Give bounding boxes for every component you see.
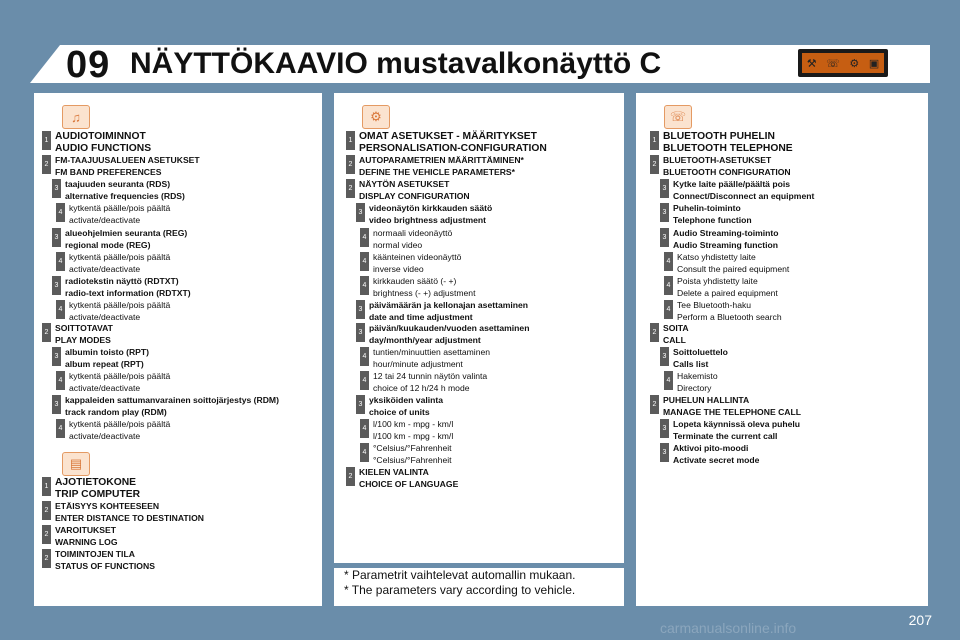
menu-text xyxy=(677,371,718,394)
menu-label-fi: käänteinen videonäyttö xyxy=(373,252,462,262)
menu-label-fi: Audio Streaming-toiminto xyxy=(673,228,779,238)
page-number: 207 xyxy=(908,612,932,628)
personal-menu-row xyxy=(346,467,458,490)
menu-label-fi: SOITA xyxy=(663,323,689,333)
menu-label-en: Connect/Disconnect an equipment xyxy=(673,190,815,201)
menu-text xyxy=(373,443,452,466)
bluetooth-menu-row xyxy=(650,323,689,346)
footnote xyxy=(334,568,624,606)
menu-label-fi: taajuuden seuranta (RDS) xyxy=(65,179,171,189)
bluetooth-menu-row xyxy=(664,300,782,323)
menu-text xyxy=(673,347,728,370)
menu-text xyxy=(373,228,452,251)
personal-menu-row xyxy=(346,155,524,178)
menu-label-en: BLUETOOTH TELEPHONE xyxy=(663,142,793,154)
audio-menu-row xyxy=(52,395,279,418)
menu-label-fi: TOIMINTOJEN TILA xyxy=(55,549,135,559)
menu-label-en: Activate secret mode xyxy=(673,454,760,465)
menu-text xyxy=(663,395,801,418)
menu-label-en: track random play (RDM) xyxy=(65,406,167,417)
menu-text xyxy=(677,276,778,299)
menu-label-fi: yksiköiden valinta xyxy=(369,395,444,405)
menu-text xyxy=(55,525,118,548)
menu-text xyxy=(69,300,170,323)
level-badge: 3 xyxy=(356,203,365,222)
level-badge: 1 xyxy=(42,477,51,496)
level-badge: 3 xyxy=(52,276,61,295)
personal-menu-row xyxy=(356,395,443,418)
menu-label-fi: Poista yhdistetty laite xyxy=(677,276,758,286)
audio-menu-row xyxy=(56,252,170,275)
audio-menu-row xyxy=(42,131,151,154)
level-badge: 3 xyxy=(660,419,669,438)
settings-panel-icon: ⚙ xyxy=(362,105,390,129)
menu-label-fi: BLUETOOTH-ASETUKSET xyxy=(663,155,772,165)
menu-label-en: PERSONALISATION-CONFIGURATION xyxy=(359,142,547,154)
watermark: carmanualsonline.info xyxy=(660,620,797,636)
bluetooth-menu-row xyxy=(664,252,789,275)
menu-label-fi: AUTOPARAMETRIEN MÄÄRITTÄMINEN* xyxy=(359,155,524,165)
card-icon: ▣ xyxy=(868,57,880,70)
personal-menu-row xyxy=(360,347,490,370)
menu-text xyxy=(663,131,793,154)
menu-label-fi: Aktivoi pito-moodi xyxy=(673,443,749,453)
menu-text xyxy=(673,228,779,251)
menu-label-en: WARNING LOG xyxy=(55,536,118,547)
audio-menu-row xyxy=(52,179,185,202)
personal-menu-row xyxy=(360,371,487,394)
level-badge: 1 xyxy=(42,131,51,150)
menu-text xyxy=(65,179,185,202)
level-badge: 3 xyxy=(52,347,61,366)
bluetooth-menu-row xyxy=(660,228,779,251)
menu-label-en: alternative frequencies (RDS) xyxy=(65,190,185,201)
menu-text xyxy=(55,477,140,500)
menu-label-fi: AUDIOTOIMINNOT xyxy=(55,131,146,142)
audio-menu-row xyxy=(52,276,191,299)
bluetooth-menu-row xyxy=(650,155,791,178)
level-badge: 3 xyxy=(660,228,669,247)
menu-label-en: Terminate the current call xyxy=(673,430,778,441)
menu-label-fi: AJOTIETOKONE xyxy=(55,477,137,488)
menu-label-fi: VAROITUKSET xyxy=(55,525,116,535)
level-badge: 4 xyxy=(360,443,369,462)
menu-label-fi: kirkkauden säätö (- +) xyxy=(373,276,457,286)
menu-text xyxy=(673,443,759,466)
menu-label-en: CALL xyxy=(663,334,686,345)
bluetooth-menu-row xyxy=(660,347,728,370)
menu-label-en: hour/minute adjustment xyxy=(373,358,463,369)
audio-icon: ♫ xyxy=(62,105,90,129)
level-badge: 4 xyxy=(56,300,65,319)
menu-text xyxy=(373,371,487,394)
menu-label-en: PLAY MODES xyxy=(55,334,111,345)
level-badge: 4 xyxy=(664,252,673,271)
menu-label-fi: l/100 km - mpg - km/l xyxy=(373,419,454,429)
menu-text xyxy=(69,252,170,275)
menu-label-fi: °Celsius/°Fahrenheit xyxy=(373,443,452,453)
level-badge: 2 xyxy=(346,179,355,198)
menu-label-fi: Tee Bluetooth-haku xyxy=(677,300,752,310)
personal-menu-row xyxy=(356,300,528,323)
menu-label-en: Perform a Bluetooth search xyxy=(677,311,782,322)
level-badge: 2 xyxy=(346,467,355,486)
level-badge: 2 xyxy=(42,525,51,544)
level-badge: 3 xyxy=(660,203,669,222)
menu-text xyxy=(369,323,529,346)
menu-label-en: video brightness adjustment xyxy=(369,214,486,225)
audio-menu-row xyxy=(42,323,113,346)
audio-menu-row xyxy=(56,371,170,394)
level-badge: 4 xyxy=(56,371,65,390)
menu-label-en: choice of 12 h/24 h mode xyxy=(373,382,470,393)
menu-label-fi: videonäytön kirkkauden säätö xyxy=(369,203,493,213)
trip-menu-row xyxy=(42,501,204,524)
personal-menu-row xyxy=(356,323,529,346)
menu-label-en: radio-text information (RDTXT) xyxy=(65,287,191,298)
menu-label-fi: PUHELUN HALLINTA xyxy=(663,395,750,405)
level-badge: 4 xyxy=(360,228,369,247)
menu-text xyxy=(65,395,279,418)
bluetooth-menu-row xyxy=(650,395,801,418)
menu-text xyxy=(65,276,191,299)
menu-text xyxy=(673,179,814,202)
menu-text xyxy=(55,131,151,154)
personal-menu-row xyxy=(360,252,461,275)
level-badge: 1 xyxy=(346,131,355,150)
level-badge: 3 xyxy=(52,179,61,198)
page-title: NÄYTTÖKAAVIO mustavalkonäyttö C xyxy=(130,47,662,80)
bluetooth-menu-row xyxy=(660,419,800,442)
personal-menu-row xyxy=(360,443,452,466)
level-badge: 2 xyxy=(346,155,355,174)
chapter-number: 09 xyxy=(66,44,111,86)
level-badge: 3 xyxy=(660,179,669,198)
menu-label-en: activate/deactivate xyxy=(69,382,141,393)
menu-text xyxy=(673,203,752,226)
menu-text xyxy=(369,203,492,226)
menu-text xyxy=(369,395,443,418)
menu-text xyxy=(663,323,689,346)
menu-label-en: Calls list xyxy=(673,358,709,369)
audio-menu-row xyxy=(52,228,187,251)
level-badge: 4 xyxy=(360,276,369,295)
menu-label-en: Consult the paired equipment xyxy=(677,263,790,274)
level-badge: 4 xyxy=(360,347,369,366)
audio-menu-row xyxy=(52,347,149,370)
level-badge: 4 xyxy=(360,371,369,390)
bluetooth-menu-row xyxy=(660,203,752,226)
trip-menu-row xyxy=(42,525,118,548)
bluetooth-menu-row xyxy=(664,276,778,299)
menu-label-en: Telephone function xyxy=(673,214,752,225)
settings-icon: ⚙ xyxy=(849,57,860,70)
menu-label-fi: kytkentä päälle/pois päältä xyxy=(69,300,171,310)
menu-label-en: TRIP COMPUTER xyxy=(55,488,141,500)
menu-label-fi: OMAT ASETUKSET - MÄÄRITYKSET xyxy=(359,131,537,142)
menu-text xyxy=(359,131,547,154)
menu-label-fi: kytkentä päälle/pois päältä xyxy=(69,252,171,262)
menu-label-en: inverse video xyxy=(373,263,424,274)
personal-menu-row xyxy=(360,419,453,442)
level-badge: 4 xyxy=(664,300,673,319)
menu-text xyxy=(55,155,200,178)
bluetooth-menu-row xyxy=(660,179,814,202)
level-badge: 2 xyxy=(42,501,51,520)
menu-label-en: choice of units xyxy=(369,406,430,417)
menu-label-fi: tuntien/minuuttien asettaminen xyxy=(373,347,491,357)
menu-label-en: ENTER DISTANCE TO DESTINATION xyxy=(55,512,204,523)
bluetooth-menu-row xyxy=(650,131,793,154)
phone-icon: ☏ xyxy=(826,57,840,70)
menu-label-en: DISPLAY CONFIGURATION xyxy=(359,190,470,201)
menu-text xyxy=(373,347,490,370)
bluetooth-menu-row xyxy=(664,371,718,394)
menu-text xyxy=(373,276,475,299)
menu-label-en: l/100 km - mpg - km/l xyxy=(373,430,454,441)
menu-text xyxy=(55,323,113,346)
personal-menu-row xyxy=(360,276,475,299)
menu-label-fi: Kytke laite päälle/päältä pois xyxy=(673,179,791,189)
menu-text xyxy=(663,155,791,178)
menu-label-en: Audio Streaming function xyxy=(673,239,779,250)
menu-text xyxy=(673,419,800,442)
menu-label-en: brightness (- +) adjustment xyxy=(373,287,476,298)
menu-label-en: Directory xyxy=(677,382,712,393)
menu-label-fi: FM-TAAJUUSALUEEN ASETUKSET xyxy=(55,155,200,165)
level-badge: 3 xyxy=(52,395,61,414)
level-badge: 2 xyxy=(42,155,51,174)
personal-menu-row xyxy=(356,203,492,226)
level-badge: 4 xyxy=(56,252,65,271)
level-badge: 3 xyxy=(356,323,365,342)
menu-label-en: activate/deactivate xyxy=(69,214,141,225)
personal-menu-row xyxy=(360,228,452,251)
footnote-en: * The parameters vary according to vehicle. xyxy=(344,583,576,597)
menu-label-fi: kytkentä päälle/pois päältä xyxy=(69,203,171,213)
trip-menu-row xyxy=(42,477,140,500)
menu-label-fi: 12 tai 24 tunnin näytön valinta xyxy=(373,371,488,381)
menu-text xyxy=(373,252,461,275)
level-badge: 4 xyxy=(360,252,369,271)
menu-label-fi: KIELEN VALINTA xyxy=(359,467,429,477)
menu-label-fi: normaali videonäyttö xyxy=(373,228,453,238)
level-badge: 2 xyxy=(650,323,659,342)
menu-label-en: activate/deactivate xyxy=(69,430,141,441)
menu-label-en: CHOICE OF LANGUAGE xyxy=(359,478,459,489)
menu-text xyxy=(69,371,170,394)
menu-text xyxy=(65,347,149,370)
level-badge: 3 xyxy=(660,347,669,366)
menu-label-fi: kytkentä päälle/pois päältä xyxy=(69,419,171,429)
level-badge: 4 xyxy=(360,419,369,438)
menu-text xyxy=(55,549,155,572)
audio-menu-row xyxy=(56,300,170,323)
menu-label-fi: Hakemisto xyxy=(677,371,718,381)
level-badge: 3 xyxy=(660,443,669,462)
personal-menu-row xyxy=(346,179,470,202)
menu-label-fi: NÄYTÖN ASETUKSET xyxy=(359,179,450,189)
menu-text xyxy=(359,467,458,490)
trip-computer-icon: ▤ xyxy=(62,452,90,476)
menu-text xyxy=(359,179,470,202)
personal-menu-row xyxy=(346,131,547,154)
menu-label-en: °Celsius/°Fahrenheit xyxy=(373,454,452,465)
menu-label-fi: alueohjelmien seuranta (REG) xyxy=(65,228,188,238)
menu-label-fi: kappaleiden sattumanvarainen soittojärjestys (RDM) xyxy=(65,395,279,405)
car-icon: ⚒ xyxy=(806,57,817,70)
level-badge: 4 xyxy=(664,371,673,390)
level-badge: 2 xyxy=(42,549,51,568)
menu-label-en: regional mode (REG) xyxy=(65,239,151,250)
bluetooth-icon: ☏ xyxy=(664,105,692,129)
menu-text xyxy=(65,228,187,251)
level-badge: 3 xyxy=(52,228,61,247)
menu-label-en: activate/deactivate xyxy=(69,263,141,274)
audio-menu-row xyxy=(42,155,200,178)
menu-label-fi: Puhelin-toiminto xyxy=(673,203,741,213)
menu-label-en: Delete a paired equipment xyxy=(677,287,778,298)
menu-label-en: MANAGE THE TELEPHONE CALL xyxy=(663,406,801,417)
menu-text xyxy=(359,155,524,178)
level-badge: 3 xyxy=(356,395,365,414)
level-badge: 4 xyxy=(56,203,65,222)
menu-label-en: activate/deactivate xyxy=(69,311,141,322)
trip-menu-row xyxy=(42,549,155,572)
audio-menu-row xyxy=(56,419,170,442)
menu-label-fi: päivämäärän ja kellonajan asettaminen xyxy=(369,300,529,310)
display-screen xyxy=(798,49,888,77)
menu-label-fi: radiotekstin näyttö (RDTXT) xyxy=(65,276,179,286)
menu-label-fi: ETÄISYYS KOHTEESEEN xyxy=(55,501,160,511)
menu-label-en: day/month/year adjustment xyxy=(369,334,481,345)
menu-text xyxy=(369,300,528,323)
menu-label-fi: albumin toisto (RPT) xyxy=(65,347,150,357)
menu-label-en: FM BAND PREFERENCES xyxy=(55,166,162,177)
menu-label-fi: päivän/kuukauden/vuoden asettaminen xyxy=(369,323,530,333)
level-badge: 3 xyxy=(356,300,365,319)
menu-label-en: BLUETOOTH CONFIGURATION xyxy=(663,166,791,177)
level-badge: 2 xyxy=(42,323,51,342)
audio-menu-row xyxy=(56,203,170,226)
menu-label-fi: Soittoluettelo xyxy=(673,347,728,357)
bluetooth-menu-row xyxy=(660,443,759,466)
menu-label-en: DEFINE THE VEHICLE PARAMETERS* xyxy=(359,166,515,177)
menu-label-fi: kytkentä päälle/pois päältä xyxy=(69,371,171,381)
menu-label-fi: Lopeta käynnissä oleva puhelu xyxy=(673,419,801,429)
menu-label-en: album repeat (RPT) xyxy=(65,358,144,369)
menu-label-en: AUDIO FUNCTIONS xyxy=(55,142,152,154)
level-badge: 2 xyxy=(650,155,659,174)
menu-text xyxy=(677,300,782,323)
menu-text xyxy=(69,203,170,226)
menu-text xyxy=(69,419,170,442)
level-badge: 2 xyxy=(650,395,659,414)
level-badge: 4 xyxy=(664,276,673,295)
menu-text xyxy=(677,252,789,275)
menu-text xyxy=(55,501,204,524)
footnote-fi: * Parametrit vaihtelevat automallin mukaan. xyxy=(344,568,576,582)
menu-label-en: date and time adjustment xyxy=(369,311,473,322)
menu-text xyxy=(373,419,453,442)
level-badge: 1 xyxy=(650,131,659,150)
level-badge: 4 xyxy=(56,419,65,438)
menu-label-fi: Katso yhdistetty laite xyxy=(677,252,756,262)
menu-label-en: normal video xyxy=(373,239,423,250)
menu-label-fi: BLUETOOTH PUHELIN xyxy=(663,131,775,142)
menu-label-en: STATUS OF FUNCTIONS xyxy=(55,560,155,571)
menu-label-fi: SOITTOTAVAT xyxy=(55,323,113,333)
